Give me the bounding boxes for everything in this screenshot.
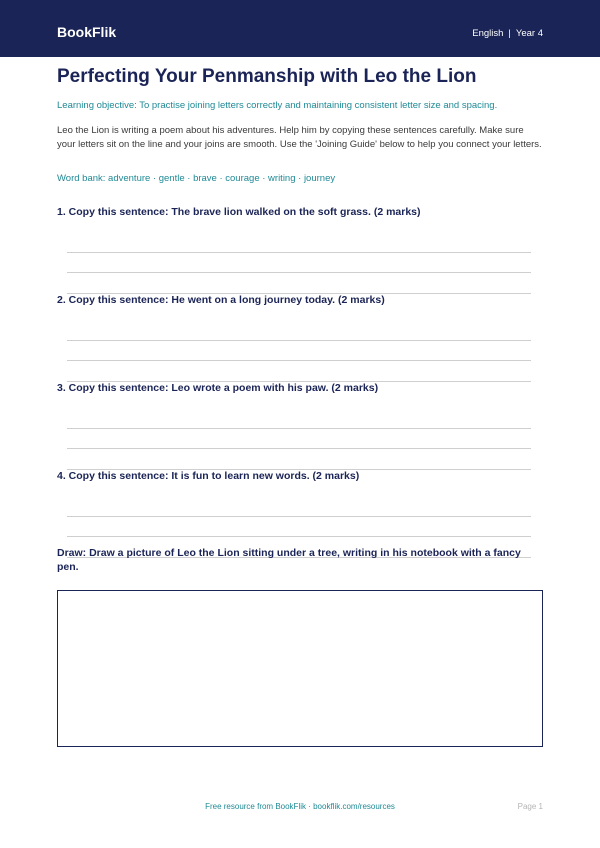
question-1: 1. Copy this sentence: The brave lion walked on the soft grass. (2 marks) [57, 206, 421, 218]
question-2: 2. Copy this sentence: He went on a long journey today. (2 marks) [57, 294, 385, 306]
writing-line[interactable] [67, 360, 531, 361]
writing-line[interactable] [67, 448, 531, 449]
writing-line[interactable] [67, 516, 531, 517]
writing-line[interactable] [67, 428, 531, 429]
drawing-box[interactable] [57, 590, 543, 747]
writing-line[interactable] [67, 536, 531, 537]
writing-line[interactable] [67, 340, 531, 341]
learning-objective: Learning objective: To practise joining letters correctly and maintaining consistent letter size and spacing. [57, 100, 498, 111]
writing-line[interactable] [67, 252, 531, 253]
word-bank: Word bank: adventure · gentle · brave · courage · writing · journey [57, 173, 336, 184]
page-title: Perfecting Your Penmanship with Leo the Lion [57, 66, 477, 87]
intro-text: Leo the Lion is writing a poem about his adventures. Help him by copying these sentences carefully. Make sure your letters sit on the line and your joins are smooth. Use the 'Joining Guide' below to help you connect your letters. [57, 125, 542, 150]
question-3: 3. Copy this sentence: Leo wrote a poem with his paw. (2 marks) [57, 382, 379, 394]
subject-year-label [472, 28, 543, 39]
question-4: 4. Copy this sentence: It is fun to learn new words. (2 marks) [57, 470, 360, 482]
page-number: Page 1 [517, 802, 543, 811]
footer-credit: Free resource from BookFlik · bookflik.com/resources [205, 802, 395, 811]
brand-logo: BookFlik [57, 24, 117, 40]
page-header [0, 0, 600, 57]
header-separator: | [508, 28, 511, 39]
draw-task: Draw: Draw a picture of Leo the Lion sitting under a tree, writing in his notebook with a fancy pen. [57, 547, 521, 573]
writing-line[interactable] [67, 272, 531, 273]
subject-label: English [472, 28, 504, 39]
year-label: Year 4 [515, 28, 543, 39]
